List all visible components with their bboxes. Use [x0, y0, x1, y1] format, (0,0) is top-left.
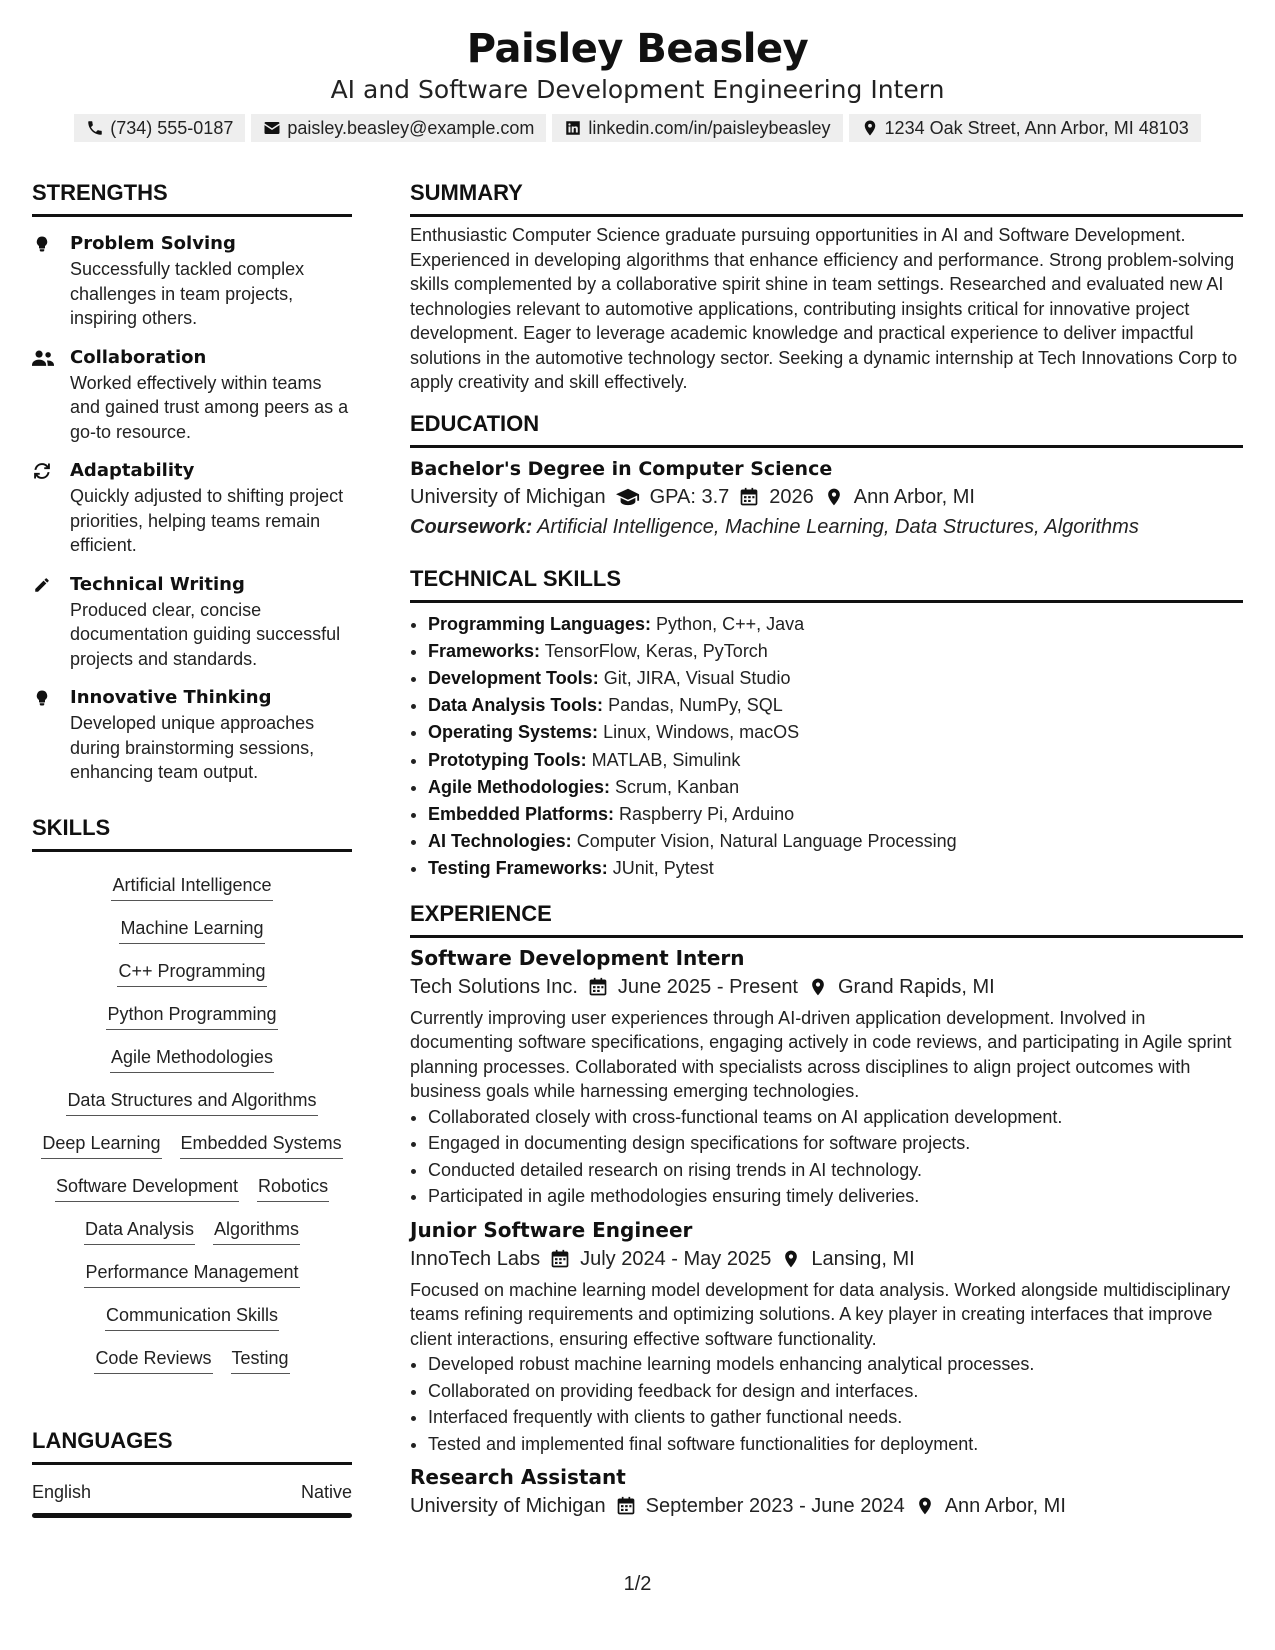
calendar-icon [739, 487, 759, 507]
coursework [410, 512, 1243, 542]
skill-category: Operating Systems: [428, 722, 599, 743]
job-meta [410, 1491, 1243, 1521]
list-item: • Participated in agile methodologies ensuring timely deliveries. [428, 1183, 1243, 1210]
strength-title: Technical Writing [70, 573, 245, 595]
list-item: • Collaborated on providing feedback for design and interfaces. [428, 1378, 1243, 1405]
education-meta [410, 482, 1243, 512]
phone-icon [86, 119, 104, 137]
strength-item [32, 572, 352, 672]
calendar-icon [550, 1249, 570, 1269]
strength-title: Problem Solving [70, 233, 236, 254]
job-dates: June 2025 - Present [617, 975, 798, 998]
lightbulb-icon [32, 235, 52, 253]
strength-desc: Worked effectively within teams and gained trust among peers as a go-to resource. [70, 372, 349, 442]
right-column [410, 178, 1243, 1521]
skill-tag: Performance Management [84, 1259, 299, 1288]
skill-values: Computer Vision, Natural Language Processing [576, 831, 957, 852]
degree-title: Bachelor's Degree in Computer Science [410, 457, 833, 480]
skills-heading: SKILLS [32, 813, 352, 852]
job-dates: July 2024 - May 2025 [580, 1247, 772, 1270]
job-description: Focused on machine learning model development for data analysis. Worked alongside multidisciplinary teams refining requirements and optimizing solutions. A key player in creating interfaces that improve client interactions, ensuring effective software functionality. [410, 1279, 1231, 1349]
languages-section [32, 1426, 352, 1518]
graduation-cap-icon [616, 487, 640, 507]
skill-category: Frameworks: [428, 640, 541, 661]
envelope-icon [263, 119, 281, 137]
skill-category: Programming Languages: [428, 613, 652, 634]
list-item [428, 665, 1243, 692]
users-icon [32, 349, 54, 367]
language-name: English [32, 1481, 92, 1502]
list-item [428, 611, 1243, 638]
candidate-name: Paisley Beasley [466, 26, 809, 72]
job-title: Software Development Intern [410, 945, 745, 970]
list-item [428, 638, 1243, 665]
list-item: • Developed robust machine learning models enhancing analytical processes. [428, 1351, 1243, 1378]
contact-bar [0, 114, 1275, 142]
strength-title: Collaboration [70, 346, 207, 368]
map-pin-icon [915, 1496, 935, 1516]
skill-tag: Testing [231, 1345, 290, 1374]
strengths-section [32, 178, 352, 785]
skill-values: Pandas, NumPy, SQL [608, 695, 783, 716]
job-dates: September 2023 - June 2024 [645, 1495, 905, 1518]
list-item [428, 801, 1243, 828]
job-title: Junior Software Engineer [410, 1217, 693, 1242]
contact-address [849, 114, 1201, 142]
lightbulb-icon [32, 689, 52, 707]
calendar-icon [616, 1496, 636, 1516]
list-item [428, 747, 1243, 774]
skill-category: Development Tools: [428, 667, 599, 688]
strength-item [32, 231, 352, 331]
company-name: University of Michigan [410, 1495, 606, 1518]
gpa: GPA: 3.7 [649, 485, 730, 508]
strength-title: Adaptability [70, 460, 195, 481]
skill-tag: Data Structures and Algorithms [66, 1087, 317, 1116]
job-entry [410, 1463, 1243, 1521]
candidate-role: AI and Software Development Engineering Intern [330, 75, 945, 104]
skill-values: Raspberry Pi, Arduino [619, 803, 795, 824]
list-item: • Engaged in documenting design specifications for software projects. [428, 1130, 1243, 1157]
skill-values: Python, C++, Java [656, 613, 805, 634]
contact-phone-text: (734) 555-0187 [110, 117, 234, 138]
language-proficiency-bar [32, 1513, 352, 1518]
list-item: • Conducted detailed research on rising trends in AI technology. [428, 1157, 1243, 1184]
skill-tag: Code Reviews [94, 1345, 212, 1374]
contact-linkedin-text: linkedin.com/in/paisleybeasley [588, 117, 831, 138]
contact-email-text: paisley.beasley@example.com [287, 117, 535, 138]
job-bullets [410, 1351, 1243, 1457]
list-item [428, 855, 1243, 882]
strength-desc: Quickly adjusted to shifting project priorities, helping teams remain efficient. [70, 486, 344, 555]
coursework-list: Artificial Intelligence, Machine Learning, Data Structures, Algorithms [537, 515, 1139, 538]
school-name: University of Michigan [410, 485, 606, 508]
job-meta [410, 972, 1243, 1002]
skill-category: Prototyping Tools: [428, 749, 587, 770]
coursework-label: Coursework: [410, 515, 533, 538]
skill-category: Embedded Platforms: [428, 803, 615, 824]
graduation-year: 2026 [769, 485, 814, 508]
resume-header [0, 20, 1275, 142]
technical-skills-heading: TECHNICAL SKILLS [410, 564, 1243, 603]
summary-text: Enthusiastic Computer Science graduate pursuing opportunities in AI and Software Development. Experienced in developing algorithms that enhance efficiency and performance. Strong problem-solving skills complemented by a collaborative spirit shine in team settings. Researched and evaluated new AI technologies relevant to automotive applications, contributing insights critical for innovative project development. Eager to leverage academic knowledge and practical experience to deliver impactful solutions in the automotive technology sector. Seeking a dynamic internship at Tech Innovations Corp to apply creativity and skill effectively. [410, 225, 1238, 392]
list-item: • Tested and implemented final software functionalities for deployment. [428, 1431, 1243, 1458]
skill-values: TensorFlow, Keras, PyTorch [544, 640, 768, 661]
summary-section [410, 178, 1243, 395]
skill-category: Data Analysis Tools: [428, 695, 604, 716]
language-row [32, 1479, 352, 1505]
strength-item [32, 685, 352, 785]
list-item [428, 692, 1243, 719]
education-section [410, 409, 1243, 542]
list-item [428, 719, 1243, 746]
strength-item [32, 458, 352, 558]
map-pin-icon [781, 1249, 801, 1269]
skill-tag: Data Analysis [84, 1216, 195, 1245]
page-number: 1/2 [623, 1573, 652, 1595]
skill-category: Agile Methodologies: [428, 776, 610, 797]
strengths-heading: STRENGTHS [32, 178, 352, 217]
list-item [428, 828, 1243, 855]
job-bullets [410, 1104, 1243, 1210]
map-pin-icon [824, 487, 844, 507]
education-location: Ann Arbor, MI [853, 485, 975, 508]
experience-heading: EXPERIENCE [410, 899, 1243, 938]
language-level: Native [300, 1481, 352, 1502]
calendar-icon [588, 977, 608, 997]
sync-icon [32, 462, 52, 480]
contact-address-text: 1234 Oak Street, Ann Arbor, MI 48103 [884, 117, 1189, 138]
skill-tag: Robotics [257, 1173, 329, 1202]
skills-list [32, 858, 352, 1374]
education-heading: EDUCATION [410, 409, 1243, 448]
company-name: InnoTech Labs [410, 1247, 541, 1270]
summary-heading: SUMMARY [410, 178, 1243, 217]
technical-skills-list [410, 611, 1243, 883]
skill-tag: Artificial Intelligence [111, 872, 272, 901]
skill-values: Scrum, Kanban [615, 776, 740, 797]
skills-section [32, 813, 352, 1374]
job-location: Lansing, MI [811, 1247, 915, 1270]
pencil-icon [32, 576, 52, 594]
skill-values: MATLAB, Simulink [591, 749, 741, 770]
left-column [32, 178, 352, 1518]
skill-tag: Machine Learning [119, 915, 264, 944]
job-location: Ann Arbor, MI [944, 1495, 1066, 1518]
job-entry [410, 1216, 1243, 1458]
contact-linkedin[interactable] [552, 114, 842, 142]
skill-values: Linux, Windows, macOS [603, 722, 800, 743]
skill-tag: Python Programming [106, 1001, 277, 1030]
company-name: Tech Solutions Inc. [410, 975, 578, 998]
skill-tag: Communication Skills [105, 1302, 279, 1331]
job-title: Research Assistant [410, 1465, 626, 1490]
experience-section [410, 899, 1243, 1522]
technical-skills-section [410, 564, 1243, 883]
skill-tag: Agile Methodologies [110, 1044, 274, 1073]
job-entry [410, 944, 1243, 1210]
map-pin-icon [808, 977, 828, 997]
skill-values: JUnit, Pytest [612, 858, 714, 879]
map-pin-icon [861, 119, 879, 137]
skill-category: AI Technologies: [428, 831, 572, 852]
linkedin-icon [564, 119, 582, 137]
skill-tag: Deep Learning [41, 1130, 161, 1159]
skill-values: Git, JIRA, Visual Studio [603, 667, 791, 688]
skill-category: Testing Frameworks: [428, 858, 608, 879]
list-item: • Collaborated closely with cross-functional teams on AI application development. [428, 1104, 1243, 1131]
skill-tag: Software Development [55, 1173, 239, 1202]
skill-tag: Algorithms [213, 1216, 300, 1245]
list-item: • Interfaced frequently with clients to gather functional needs. [428, 1404, 1243, 1431]
languages-heading: LANGUAGES [32, 1426, 352, 1465]
strength-desc: Successfully tackled complex challenges in team projects, inspiring others. [70, 259, 305, 328]
strength-desc: Produced clear, concise documentation guiding successful projects and standards. [70, 599, 341, 669]
contact-phone[interactable] [74, 114, 245, 142]
list-item [428, 774, 1243, 801]
job-meta [410, 1244, 1243, 1274]
skill-tag: C++ Programming [117, 958, 266, 987]
strength-item [32, 345, 352, 445]
skill-tag: Embedded Systems [180, 1130, 343, 1159]
strength-desc: Developed unique approaches during brainstorming sessions, enhancing team output. [70, 713, 315, 782]
job-description: Currently improving user experiences through AI-driven application development. Involved in documenting software specifications, engaging actively in code reviews, and participating in Agile sprint planning processes. Collaborated with specialists across disciplines to align project outcomes with business goals while harnessing emerging technologies. [410, 1007, 1232, 1102]
contact-email[interactable] [251, 114, 546, 142]
strength-title: Innovative Thinking [70, 687, 272, 708]
job-location: Grand Rapids, MI [838, 975, 995, 998]
